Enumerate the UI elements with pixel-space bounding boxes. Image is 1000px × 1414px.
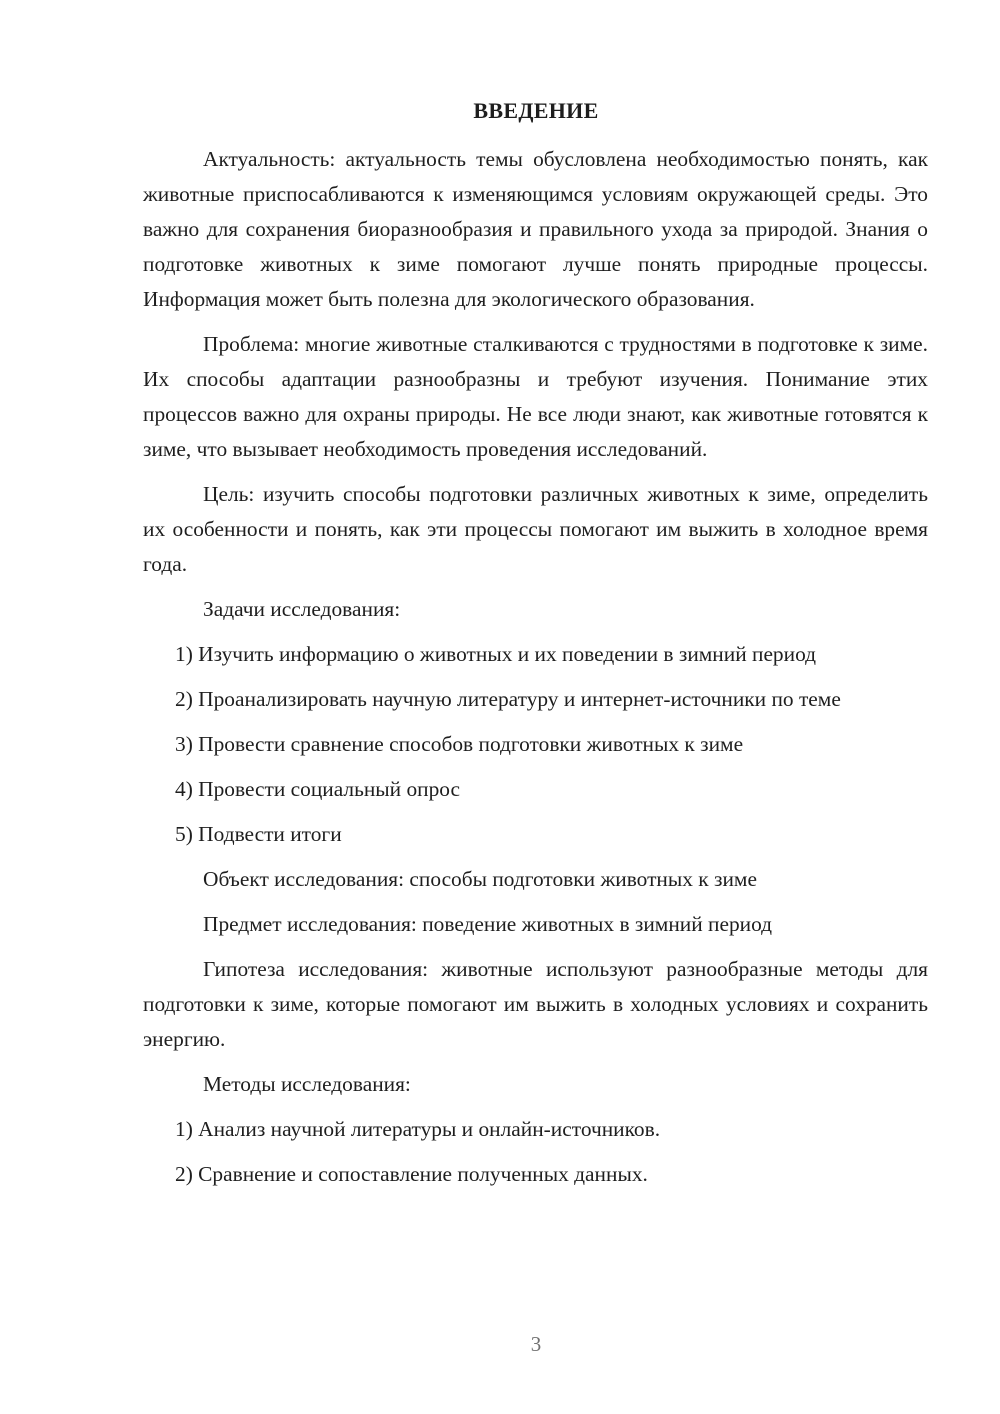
- goal-paragraph: Цель: изучить способы подготовки различных животных к зиме, определить их особенности и понять, как эти процессы помогают им выжить в холодное время года.: [143, 482, 928, 576]
- task-item: 4) Провести социальный опрос: [175, 777, 461, 801]
- method-item: 2) Сравнение и сопоставление полученных данных.: [175, 1162, 648, 1186]
- page-number: 3: [530, 1332, 542, 1356]
- methods-heading: Методы исследования:: [203, 1072, 411, 1096]
- object-paragraph: Объект исследования: способы подготовки животных к зиме: [203, 867, 757, 891]
- task-item: 3) Провести сравнение способов подготовки животных к зиме: [175, 732, 744, 756]
- task-item: 5) Подвести итоги: [175, 822, 342, 846]
- subject-paragraph: Предмет исследования: поведение животных в зимний период: [203, 912, 773, 936]
- document-body: [143, 142, 928, 1192]
- hypothesis-paragraph: Гипотеза исследования: животные используют разнообразные методы для подготовки к зиме, которые помогают им выжить в холодных условиях и сохранить энергию.: [143, 957, 928, 1051]
- problem-paragraph: Проблема: многие животные сталкиваются с трудностями в подготовке к зиме. Их способы адаптации разнообразны и требуют изучения. Понимание этих процессов важно для охраны природы. Не все люди знают, как животные готовятся к зиме, что вызывает необходимость проведения исследований.: [143, 332, 928, 461]
- tasks-heading: Задачи исследования:: [203, 597, 401, 621]
- relevance-paragraph: Актуальность: актуальность темы обусловлена необходимостью понять, как животные приспосабливаются к изменяющимся условиям окружающей среды. Это важно для сохранения биоразнообразия и правильного ухода за природой. Знания о подготовке животных к зиме помогают лучше понять природные процессы. Информация может быть полезна для экологического образования.: [143, 147, 928, 311]
- method-item: 1) Анализ научной литературы и онлайн-источников.: [175, 1117, 661, 1141]
- task-item: 2) Проанализировать научную литературу и интернет-источники по теме: [175, 687, 841, 711]
- task-item: 1) Изучить информацию о животных и их поведении в зимний период: [175, 642, 817, 666]
- page-title: ВВЕДЕНИЕ: [473, 98, 599, 123]
